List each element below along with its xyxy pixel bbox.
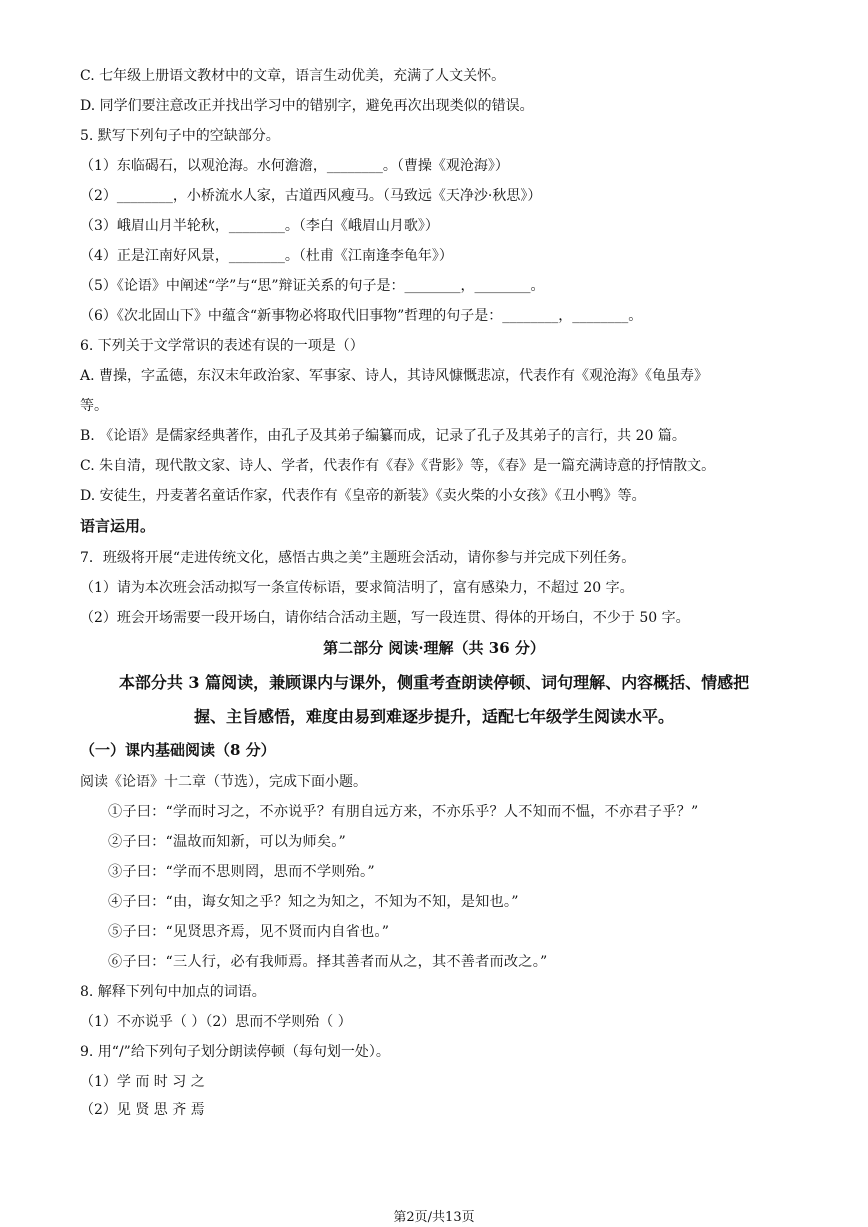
question-7-task-2: （2）班会开场需要一段开场白，请你结合活动主题，写一段连贯、得体的开场白，不少于 50 字。: [80, 610, 690, 626]
option-c-line: C. 七年级上册语文教材中的文章，语言生动优美，充满了人文关怀。: [80, 68, 506, 84]
question-8-items: （1）不亦说乎（ ）（2）思而不学则殆（ ）: [80, 1014, 352, 1030]
question-6-option-d: D. 安徒生，丹麦著名童话作家，代表作有《皇帝的新装》《卖火柴的小女孩》《丑小鸭》等。: [80, 488, 646, 504]
analects-quote-3: ③子曰：“学而不思则罔，思而不学则殆。”: [108, 864, 375, 880]
analects-quote-6: ⑥子曰：“三人行，必有我师焉。择其善者而从之，其不善者而改之。”: [108, 954, 548, 970]
question-5-item-6: （6）《次北固山下》中蕴含“新事物必将取代旧事物”哲理的句子是：________，________。: [80, 308, 643, 324]
analects-quote-1: ①子曰：“学而时习之，不亦说乎？有朋自远方来，不亦乐乎？人不知而不愠，不亦君子乎？”: [108, 804, 699, 820]
question-6-option-a-cont: 等。: [80, 398, 108, 414]
part-two-intro-line-1: 本部分共 3 篇阅读，兼顾课内与课外，侧重考查朗读停顿、词句理解、内容概括、情感把: [118, 673, 750, 692]
question-7-task-1: （1）请为本次班会活动拟写一条宣传标语，要求简洁明了，富有感染力，不超过 20 字。: [80, 580, 634, 596]
question-5-item-1: （1）东临碣石，以观沧海。水何澹澹，________。（曹操《观沧海》）: [80, 158, 509, 174]
question-5-item-5: （5）《论语》中阐述“学”与“思”辩证关系的句子是：________，________。: [80, 278, 545, 294]
question-9-item-1: （1）学 而 时 习 之: [80, 1074, 205, 1090]
analects-quote-2: ②子曰：“温故而知新，可以为师矣。”: [108, 834, 347, 850]
question-5-item-4: （4）正是江南好风景，________。（杜甫《江南逢李龟年》）: [80, 248, 453, 264]
analects-quote-5: ⑤子曰：“见贤思齐焉，见不贤而内自省也。”: [108, 924, 390, 940]
reading-one-heading: （一）课内基础阅读（8 分）: [80, 741, 276, 759]
question-6-option-a: A. 曹操，字孟德，东汉末年政治家、军事家、诗人，其诗风慷慨悲凉，代表作有《观沧海》《龟虽寿》: [80, 368, 709, 384]
part-two-intro-line-2: 握、主旨感悟，难度由易到难逐步提升，适配七年级学生阅读水平。: [193, 707, 674, 726]
question-9-item-2: （2）见 贤 思 齐 焉: [80, 1102, 205, 1118]
question-5-item-3: （3）峨眉山月半轮秋，________。（李白《峨眉山月歌》）: [80, 218, 439, 234]
reading-one-instruction: 阅读《论语》十二章（节选），完成下面小题。: [80, 774, 367, 790]
analects-quote-4: ④子曰：“由，诲女知之乎？知之为知之，不知为不知，是知也。”: [108, 894, 519, 910]
question-6-option-c: C. 朱自清，现代散文家、诗人、学者，代表作有《春》《背影》等，《春》是一篇充满诗意的抒情散文。: [80, 458, 716, 474]
question-5-item-2: （2）________，小桥流水人家，古道西风瘦马。（马致远《天净沙·秋思》）: [80, 188, 542, 204]
question-8-title: 8. 解释下列句中加点的词语。: [80, 984, 266, 1000]
part-two-heading: 第二部分 阅读·理解（共 36 分）: [323, 639, 545, 657]
question-6-option-b: B. 《论语》是儒家经典著作，由孔子及其弟子编纂而成，记录了孔子及其弟子的言行，共 20 篇。: [80, 428, 686, 444]
question-9-title: 9. 用“/”给下列句子划分朗读停顿（每句划一处）。: [80, 1044, 390, 1060]
question-6-title: 6. 下列关于文学常识的表述有误的一项是（）: [80, 338, 364, 354]
option-d-line: D. 同学们要注意改正并找出学习中的错别字，避免再次出现类似的错误。: [80, 98, 534, 114]
question-7-title: 7．班级将开展“走进传统文化，感悟古典之美”主题班会活动，请你参与并完成下列任务。: [80, 550, 636, 566]
section-language-use: 语言运用。: [80, 517, 156, 535]
page-number-footer: 第2页/共13页: [393, 1210, 475, 1225]
question-5-title: 5. 默写下列句子中的空缺部分。: [80, 128, 280, 144]
